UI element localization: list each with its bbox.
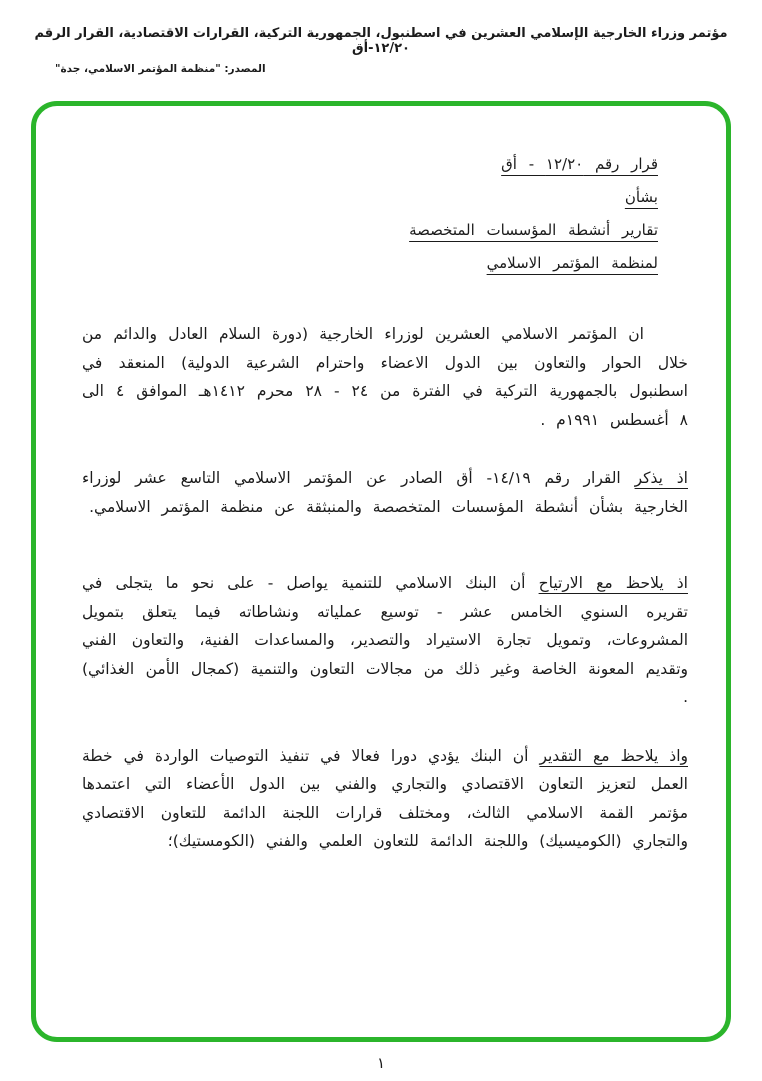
resolution-title-line: تقارير أنشطة المؤسسات المتخصصة [409,221,658,239]
resolution-paragraphs [82,320,688,856]
resolution-paragraph [82,320,688,434]
document-body [36,106,726,856]
header-source: المصدر: "منظمة المؤتمر الاسلامي، جدة" [55,63,266,75]
paragraph-text: القرار رقم ١٤/١٩- أق الصادر عن المؤتمر الاسلامي التاسع عشر لوزراء الخارجية بشأن أنشطة المؤسسات المتخصصة والمنبثقة عن منظمة المؤتمر الاسلامي. [82,469,688,516]
resolution-paragraph [82,569,688,712]
paragraph-text: أن البنك يؤدي دورا فعالا في تنفيذ التوصيات الواردة في خطة العمل لتعزيز التعاون الاقتصادي والتجاري والفني بين الدول الأعضاء التي اعتمدها مؤتمر القمة الاسلامي الثالث، ومختلف قرارات اللجنة الدائمة للتعاون الاقتصادي والتجاري (الكوميسيك) واللجنة الدائمة للتعاون العلمي والفني (الكومستيك)؛ [82,746,688,850]
resolution-title-line: لمنظمة المؤتمر الاسلامي [486,254,658,272]
paragraph-text: ان المؤتمر الاسلامي العشرين لوزراء الخارجية (دورة السلام العادل والدائم من خلال الحوار والتعاون بين الدول الاعضاء واحترام الشرعية الدولية) المنعقد في اسطنبول بالجمهورية التركية في الفترة من ٢٤ - ٢٨ محرم ١٤١٢هـ الموافق ٤ الى ٨ أغسطس ١٩٩١م . [82,325,688,429]
page-number: ١ [376,1054,386,1072]
resolution-paragraph [82,464,688,521]
paragraph-text: أن البنك الاسلامي للتنمية يواصل - على نحو ما يتجلى في تقريره السنوي الخامس عشر - توسيع عملياته ونشاطاته فيما يتعلق بتمويل المشروعات، وتمويل تجارة الاستيراد والتصدير، والمساعدات الفنية، والتعاون الفني وتقديم المعونة الخاصة وغير ذلك من مجالات التعاون والتنمية (كمجال الأمن الغذائي) . [82,574,688,706]
paragraph-lead: واذ يلاحظ مع التقدير [539,746,688,765]
resolution-title-block [82,148,658,280]
resolution-title-line: قرار رقم ١٢/٢٠ - أق [501,155,658,173]
paragraph-lead: اذ يذكر [634,469,688,487]
resolution-title-line: بشأن [624,188,658,206]
paragraph-lead: اذ يلاحظ مع الارتياح [538,574,688,592]
document-frame [31,101,731,1042]
header-title: مؤتمر وزراء الخارجية الإسلامي العشرين في اسطنبول، الجمهورية التركية، القرارات الاقتصادية، القرار الرقم ١٢/٢٠-أق [34,26,728,56]
resolution-paragraph [82,742,688,856]
